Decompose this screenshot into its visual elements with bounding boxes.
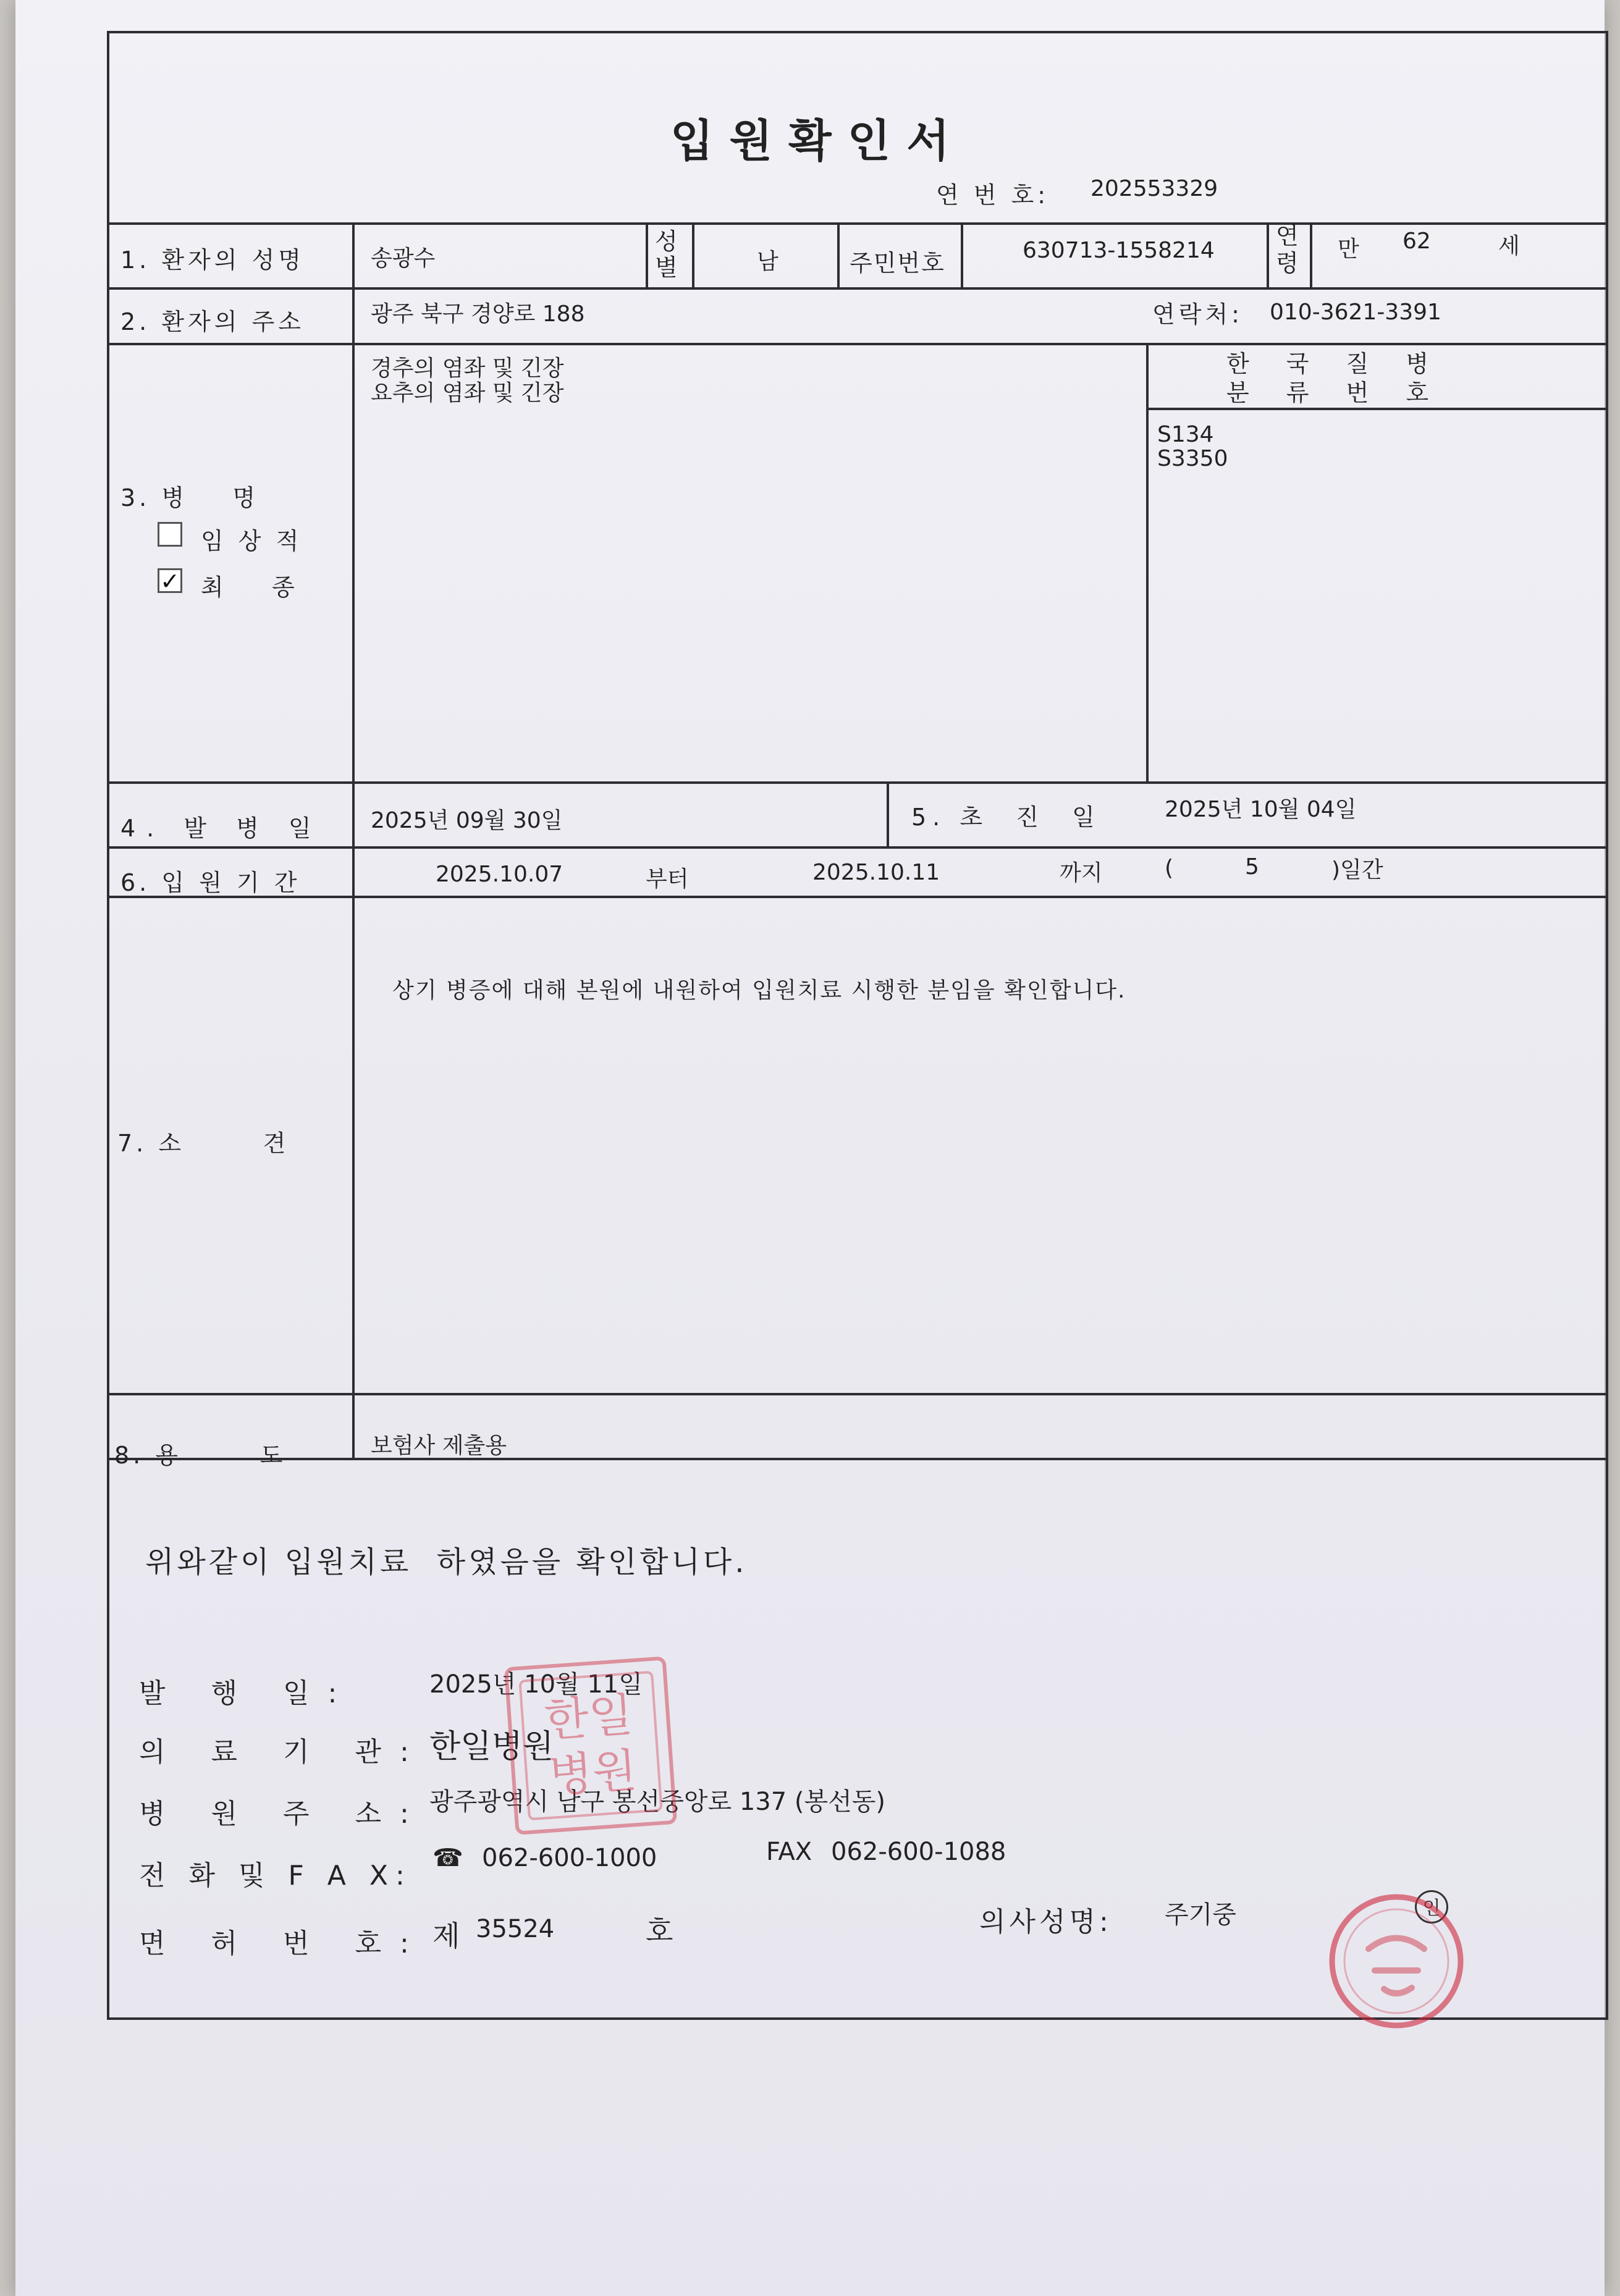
document-paper bbox=[15, 0, 1605, 2296]
hospital-address-label: 병 원 주 소: bbox=[139, 1798, 428, 1830]
svg-text:병원: 병원 bbox=[546, 1744, 639, 1803]
rrn-value: 630713-1558214 bbox=[1023, 238, 1215, 263]
rule bbox=[107, 287, 1608, 290]
onset-date: 2025년 09월 30일 bbox=[371, 808, 563, 833]
rrn-label: 주민번호 bbox=[850, 250, 945, 277]
open-paren: ( bbox=[1165, 856, 1174, 881]
rule bbox=[1146, 343, 1149, 781]
clinical-checkbox[interactable] bbox=[158, 522, 182, 547]
rule bbox=[692, 222, 694, 287]
rule bbox=[887, 781, 889, 846]
rule bbox=[1146, 408, 1608, 410]
sex-value: 남 bbox=[757, 249, 778, 274]
document-title: 입원확인서 bbox=[670, 115, 966, 167]
age-prefix: 만 bbox=[1338, 237, 1359, 262]
clinical-option-label: 임 상 적 bbox=[201, 528, 303, 555]
kcd-code: S3350 bbox=[1157, 446, 1228, 471]
age-value: 62 bbox=[1403, 229, 1431, 254]
opinion-text: 상기 병증에 대해 본원에 내원하여 입원치료 시행한 분임을 확인합니다. bbox=[392, 978, 1126, 1003]
phone-number: 062-600-1000 bbox=[482, 1844, 657, 1872]
rule bbox=[107, 896, 1608, 898]
kcd-label: 한 국 질 병 bbox=[1226, 350, 1444, 377]
admission-days: 5 bbox=[1245, 854, 1259, 880]
diagnosis-item: 경추의 염좌 및 긴장 bbox=[371, 356, 564, 381]
form-frame bbox=[107, 31, 1608, 2020]
rule bbox=[961, 222, 963, 287]
kcd-label: 분 류 번 호 bbox=[1226, 379, 1444, 406]
serial-label: 연 번 호: bbox=[936, 182, 1050, 209]
days-label: )일간 bbox=[1331, 857, 1383, 883]
rule bbox=[646, 222, 648, 287]
rule bbox=[107, 781, 1608, 784]
opinion-label: 7. 소 견 bbox=[117, 1130, 290, 1157]
admission-period-label: 6. 입 원 기 간 bbox=[120, 869, 301, 896]
onset-label: 4. 발 병 일 bbox=[120, 815, 323, 842]
kcd-code: S134 bbox=[1157, 422, 1214, 447]
purpose-label: 8. 용 도 bbox=[114, 1442, 287, 1469]
phone-fax-label: 전 화 및 F A X: bbox=[139, 1860, 412, 1891]
doctor-seal-stamp bbox=[1325, 1890, 1467, 2032]
license-suffix: 호 bbox=[646, 1914, 673, 1948]
diagnosis-item: 요추의 염좌 및 긴장 bbox=[371, 381, 564, 406]
license-label: 면 허 번 호: bbox=[139, 1928, 428, 1959]
issue-date-label: 발 행 일: bbox=[139, 1678, 356, 1709]
confirmation-statement: 위와같이 입원치료 하였음을 확인합니다. bbox=[145, 1545, 748, 1579]
admission-from-date: 2025.10.07 bbox=[436, 862, 563, 887]
contact-label: 연락처: bbox=[1152, 301, 1243, 328]
serial-number: 202553329 bbox=[1091, 176, 1218, 201]
rule bbox=[107, 1458, 1608, 1460]
hospital-seal-graphic bbox=[508, 1660, 673, 1831]
hospital-address: 광주광역시 남구 봉선중앙로 137 (봉선동) bbox=[429, 1788, 886, 1816]
age-suffix: 세 bbox=[1498, 233, 1520, 259]
contact-number: 010-3621-3391 bbox=[1270, 300, 1441, 325]
hospital-seal-stamp bbox=[504, 1656, 677, 1835]
patient-name-label: 1. 환자의 성명 bbox=[120, 246, 305, 274]
institution-name: 한일병원 bbox=[429, 1728, 554, 1765]
doctor-name: 주기중 bbox=[1165, 1901, 1236, 1929]
seal-mark-text: 인 bbox=[1422, 1898, 1441, 1919]
sex-label: 성별 bbox=[655, 228, 678, 281]
patient-name: 송광수 bbox=[371, 246, 436, 271]
from-label: 부터 bbox=[646, 867, 689, 892]
purpose-value: 보험사 제출용 bbox=[371, 1433, 507, 1458]
doctor-label: 의사성명: bbox=[979, 1906, 1112, 1938]
age-label: 연령 bbox=[1276, 222, 1299, 277]
rule bbox=[1310, 222, 1312, 287]
first-visit-label: 5. 초 진 일 bbox=[911, 804, 1101, 831]
admission-to-date: 2025.10.11 bbox=[812, 860, 940, 885]
svg-text:한일: 한일 bbox=[542, 1688, 635, 1747]
fax-number: 062-600-1088 bbox=[831, 1838, 1006, 1866]
rule bbox=[352, 222, 355, 1458]
phone-icon: ☎ bbox=[432, 1844, 463, 1872]
final-checkbox[interactable]: ✓ bbox=[158, 568, 182, 593]
institution-label: 의 료 기 관: bbox=[139, 1736, 428, 1768]
rule bbox=[107, 1393, 1608, 1395]
to-label: 까지 bbox=[1060, 860, 1103, 886]
rule bbox=[1267, 222, 1269, 287]
doctor-seal-graphic bbox=[1325, 1890, 1467, 2032]
license-prefix: 제 bbox=[432, 1919, 460, 1953]
fax-label: FAX bbox=[766, 1838, 812, 1866]
issue-date: 2025년 10월 11일 bbox=[429, 1670, 643, 1699]
diagnosis-label: 3. 병 명 bbox=[120, 484, 259, 511]
address-label: 2. 환자의 주소 bbox=[120, 308, 305, 335]
rule bbox=[837, 222, 840, 287]
first-visit-date: 2025년 10월 04일 bbox=[1165, 797, 1357, 822]
license-number: 35524 bbox=[476, 1915, 555, 1943]
final-option-label: 최 종 bbox=[201, 574, 298, 601]
rule bbox=[107, 222, 1608, 225]
patient-address: 광주 북구 경양로 188 bbox=[371, 301, 585, 327]
rule bbox=[107, 846, 1608, 849]
